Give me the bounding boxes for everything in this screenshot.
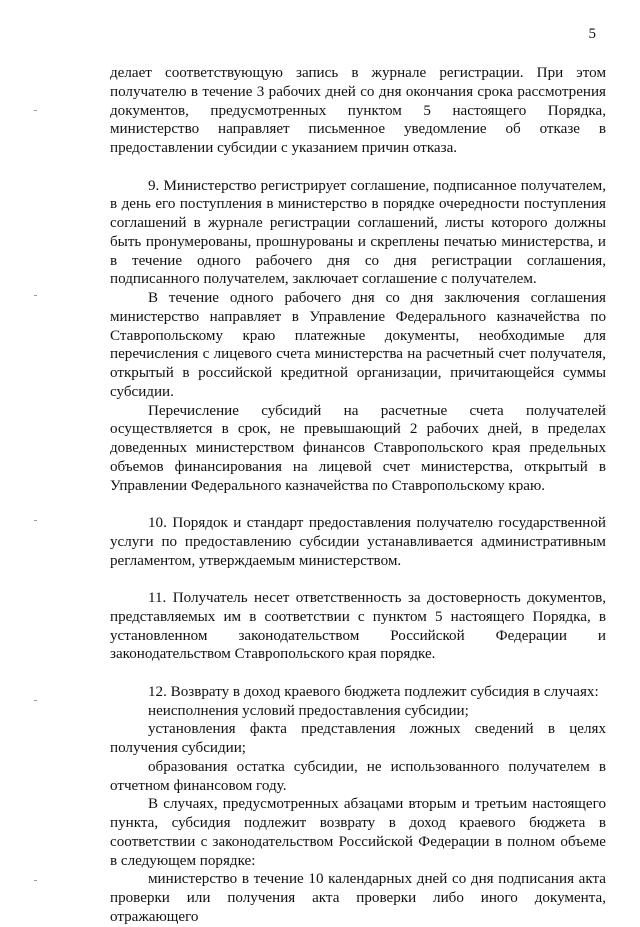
paragraph-continuation: делает соответствующую запись в журнале регистрации. При этом получателю в течение 3 рабочих дней со дня окончания срока рассмотрения документов, предусмотренных пунктом 5 настоящего Порядка, министерство направляет письменное уведомление об отказе в предоставлении субсидии с указанием причин отказа. xyxy=(110,65,606,156)
scan-mark xyxy=(34,110,37,111)
document-body xyxy=(110,64,606,927)
paragraph-clause-9: 9. Министерство регистрирует соглашение, подписанное получателем, в день его поступления в министерство в порядке очередности поступления соглашений в журнале регистрации соглашений, листы которого должны быть пронумерованы, прошнурованы и скреплены печатью министерства, и в течение одного рабочего дня со дня регистрации соглашения, подписанного получателем, заключает соглашение с получателем. xyxy=(110,177,606,288)
scan-mark xyxy=(34,880,37,881)
scan-mark xyxy=(34,520,37,521)
paragraph-clause-9-transfer: В течение одного рабочего дня со дня заключения соглашения министерство направляет в Управление Федерального казначейства по Ставропольскому краю платежные документы, необходимые для перечисления с лицевого счета министерства на расчетный счет получателя, открытый в российской кредитной организации, причитающейся суммы субсидии. xyxy=(110,290,606,400)
scan-mark xyxy=(34,295,37,296)
paragraph-clause-12-procedure-step: министерство в течение 10 календарных дней со дня подписания акта проверки или получения акта проверки либо иного документа, отражающего xyxy=(110,871,606,925)
paragraph-clause-11: 11. Получатель несет ответственность за достоверность документов, представляемых им в соответствии с пунктом 5 настоящего Порядка, в установленном законодательством Российской Федерации и законодательством Ставропольского края порядке. xyxy=(110,590,606,663)
paragraph-clause-12-case-3: образования остатка субсидии, не использованного получателем в отчетном финансовом году. xyxy=(110,758,606,794)
paragraph-clause-12: 12. Возврату в доход краевого бюджета подлежит субсидия в случаях: xyxy=(148,683,599,700)
page-number: 5 xyxy=(588,26,596,42)
paragraph-clause-9-payment-term: Перечисление субсидий на расчетные счета получателей осуществляется в срок, не превышающий 2 рабочих дней, в пределах доведенных министерством финансов Ставропольского края предельных объемов финансирования на лицевой счет министерства, открытый в Управлении Федерального казначейства по Ставропольскому краю. xyxy=(110,402,606,494)
paragraph-clause-12-procedure: В случаях, предусмотренных абзацами вторым и третьим настоящего пункта, субсидия подлежит возврату в доход краевого бюджета в соответствии с законодательством Российской Федерации в полном объеме в следующем порядке: xyxy=(110,796,606,869)
paragraph-clause-10: 10. Порядок и стандарт предоставления получателю государственной услуги по предоставлению субсидии устанавливается административным регламентом, утверждаемым министерством. xyxy=(110,515,606,569)
paragraph-clause-12-case-1: неисполнения условий предоставления субсидии; xyxy=(148,702,469,719)
scan-mark xyxy=(34,700,37,701)
paragraph-clause-12-case-2: установления факта представления ложных сведений в целях получения субсидии; xyxy=(110,721,606,756)
